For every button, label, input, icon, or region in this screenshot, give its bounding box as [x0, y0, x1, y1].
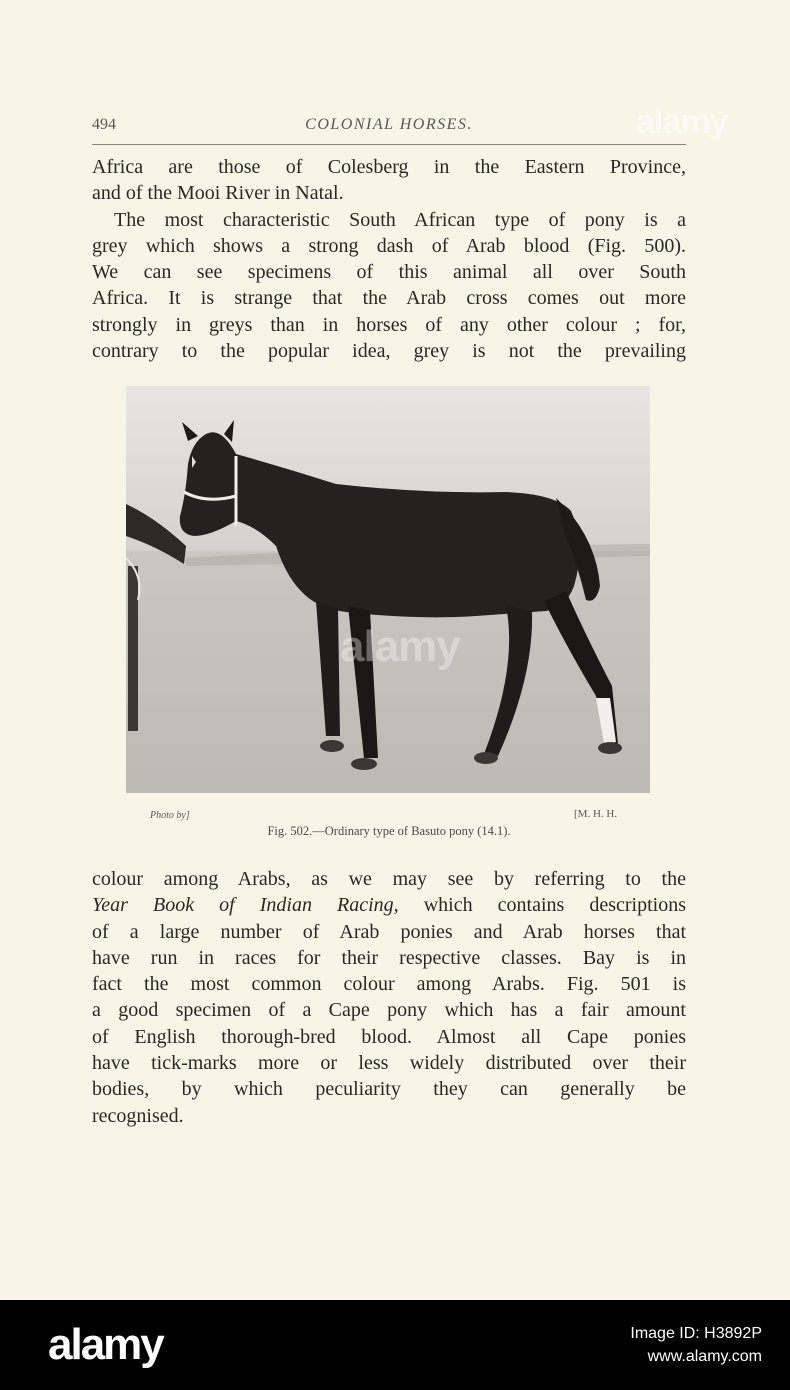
watermark-top: alamy [636, 103, 728, 141]
text-line [92, 892, 686, 918]
text-line: Africa are those of Colesberg in the Eastern Province, [92, 156, 686, 178]
horse-photograph [126, 386, 650, 793]
paragraph-2 [92, 866, 686, 1129]
text-line: We can see specimens of this animal all over South [92, 261, 686, 284]
alamy-logo: alamy [48, 1320, 163, 1369]
text-line: have run in races for their respective classes. Bay is in [92, 946, 686, 969]
paragraph-1 [92, 154, 686, 364]
text-line: grey which shows a strong dash of Arab blood (Fig. 500). [92, 234, 686, 257]
book-title: Year Book of Indian Racing, [92, 894, 399, 917]
text-fragment: which contains descriptions [398, 894, 686, 917]
text-line: have tick-marks more or less widely distributed over their [92, 1052, 686, 1075]
text-line: colour among Arabs, as we may see by referring to the [92, 868, 686, 890]
text-line: of English thorough-bred blood. Almost all Cape ponies [92, 1025, 686, 1048]
page-number: 494 [92, 116, 116, 133]
text-line: and of the Mooi River in Natal. [92, 182, 344, 205]
text-line: fact the most common colour among Arabs. Fig. 501 is [92, 973, 686, 996]
site-url: www.alamy.com [647, 1348, 762, 1365]
figure-caption: Fig. 502.—Ordinary type of Basuto pony (14.1). [267, 824, 511, 838]
text-line: contrary to the popular idea, grey is not the prevailing [92, 340, 686, 363]
text-line: strongly in greys than in horses of any other colour ; for, [92, 313, 686, 336]
text-line: of a large number of Arab ponies and Arab horses that [92, 920, 686, 943]
photo-credit-right: [M. H. H. [574, 808, 618, 820]
image-id: Image ID: H3892P [630, 1325, 762, 1342]
header-rule [92, 144, 686, 145]
text-line: a good specimen of a Cape pony which has a fair amount [92, 999, 686, 1022]
running-head: COLONIAL HORSES. [305, 116, 473, 133]
photo-credit-left: Photo by] [150, 810, 190, 821]
text-line: bodies, by which peculiarity they can generally be [92, 1078, 686, 1101]
stock-footer [0, 1300, 790, 1390]
text-line: recognised. [92, 1104, 184, 1127]
horse-photo-icon [126, 386, 650, 793]
watermark-middle: alamy [340, 622, 460, 671]
text-line: Africa. It is strange that the Arab cross comes out more [92, 287, 686, 310]
page-header [92, 116, 686, 146]
image-id-block [630, 1322, 762, 1368]
text-line: The most characteristic South African type of pony is a [114, 208, 686, 231]
